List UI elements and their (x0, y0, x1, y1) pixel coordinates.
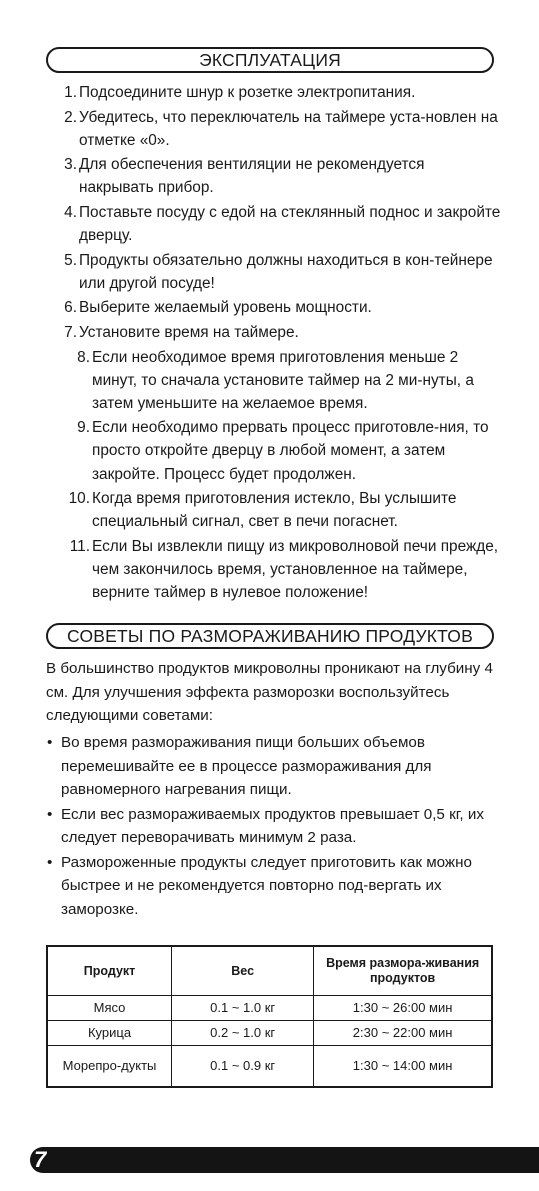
step-number: 5. (64, 251, 77, 269)
step-text: Продукты обязательно должны находиться в кон-тейнере или другой посуде! (79, 251, 493, 292)
step-number: 1. (64, 84, 77, 101)
operation-step (46, 321, 502, 344)
step-number: 10. (68, 490, 90, 508)
table-cell-product: Курица (47, 1021, 172, 1046)
step-number: 8. (77, 348, 90, 366)
table-header-row (47, 946, 492, 996)
tip-text: Размороженные продукты следует приготовить как можно быстрее и не рекомендуется повторно под-вергать их заморозке. (61, 853, 472, 918)
bullet-icon: • (47, 805, 53, 823)
step-text: Убедитесь, что переключатель на таймере уста-новлен на отметке «0». (79, 108, 498, 149)
step-text: Выберите желаемый уровень мощности. (79, 299, 372, 317)
step-text: Установите время на таймере. (79, 323, 299, 341)
defrost-tip (46, 851, 502, 922)
step-number: 3. (64, 156, 77, 174)
tip-text: Если вес размораживаемых продуктов превышает 0,5 кг, их следует переворачивать минимум 2 раза. (61, 805, 484, 846)
operation-step (46, 106, 502, 152)
operation-section-title: ЭКСПЛУАТАЦИЯ (46, 47, 494, 73)
step-text: Если необходимо прервать процесс приготовле-ния, то просто откройте дверцу в любой момент, а затем закройте. Процесс будет продолжен. (92, 419, 489, 483)
table-cell-time: 1:30 ~ 14:00 мин (314, 1046, 492, 1088)
operation-step (46, 81, 502, 104)
step-number: 11. (69, 537, 90, 555)
page-number: 7 (34, 1147, 47, 1172)
table-row (47, 1046, 492, 1088)
step-number: 6. (64, 299, 77, 317)
step-text: Для обеспечения вентиляции не рекомендуется накрывать прибор. (79, 156, 425, 197)
table-row (47, 996, 492, 1021)
step-number: 2. (64, 108, 77, 126)
header-defrost-time: Время размора-живания продуктов (314, 946, 492, 996)
step-number: 9. (77, 419, 90, 437)
table-row (47, 1021, 492, 1046)
step-text: Подсоедините шнур к розетке электропитания. (79, 84, 416, 101)
table-cell-weight: 0.1 ~ 0.9 кг (172, 1046, 314, 1088)
tip-text: Во время размораживания пищи больших объемов перемешивайте ее в процессе размораживания для равномерного нагревания пищи. (61, 734, 432, 798)
table-cell-product: Морепро-дукты (47, 1046, 172, 1088)
table-cell-time: 1:30 ~ 26:00 мин (314, 996, 492, 1021)
step-text: Когда время приготовления истекло, Вы услышите специальный сигнал, свет в печи погаснет. (92, 490, 457, 531)
defrost-table (46, 945, 493, 1088)
defrost-section-title: СОВЕТЫ ПО РАЗМОРАЖИВАНИЮ ПРОДУКТОВ (46, 623, 494, 649)
step-text: Если Вы извлекли пищу из микроволновой печи прежде, чем закончилось время, установленное на таймере, верните таймер в нулевое положение! (92, 537, 499, 601)
operation-step (46, 416, 502, 485)
operation-step (46, 487, 502, 533)
table-cell-weight: 0.2 ~ 1.0 кг (172, 1021, 314, 1046)
table-cell-weight: 0.1 ~ 1.0 кг (172, 996, 314, 1021)
defrost-tip (46, 803, 502, 850)
bullet-icon: • (47, 734, 53, 751)
operation-step (46, 153, 502, 199)
step-text: Если необходимое время приготовления меньше 2 минут, то сначала установите таймер на 2 ми-нуты, а затем уменьшите на желаемое время. (92, 348, 474, 412)
operation-step (46, 535, 502, 604)
operation-step (46, 201, 502, 247)
defrost-tip (46, 731, 502, 802)
defrost-intro-text: В большинство продуктов микроволны проникают на глубину 4 см. Для улучшения эффекта разморозки воспользуйтесь следующими советами: (46, 660, 493, 724)
step-number: 4. (64, 203, 77, 221)
step-text: Поставьте посуду с едой на стеклянный поднос и закройте дверцу. (79, 203, 501, 245)
operation-step (46, 296, 502, 319)
operation-steps-list (46, 81, 502, 606)
bullet-icon: • (47, 853, 53, 871)
operation-step (46, 346, 502, 415)
operation-step (46, 249, 502, 295)
table-cell-product: Мясо (47, 996, 172, 1021)
footer-bar (30, 1147, 539, 1173)
header-product: Продукт (47, 946, 172, 996)
step-number: 7. (64, 323, 77, 341)
table-cell-time: 2:30 ~ 22:00 мин (314, 1021, 492, 1046)
defrost-tips-list (46, 731, 502, 922)
header-weight: Вес (172, 946, 314, 996)
